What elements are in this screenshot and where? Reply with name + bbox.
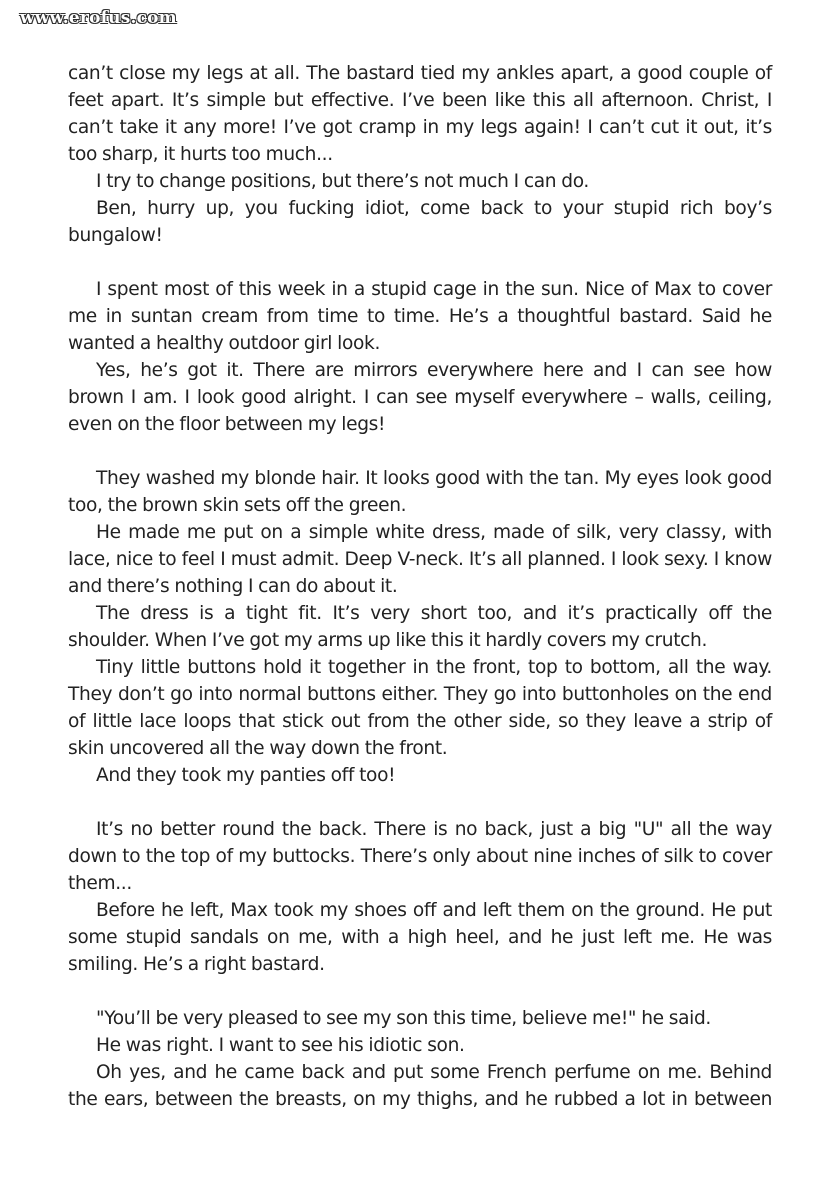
watermark-text: www.erofus.com [20, 8, 177, 28]
paragraph: Ben, hurry up, you fucking idiot, come back to your stupid rich boy’s bungalow! [68, 198, 772, 246]
paragraph: It’s no better round the back. There is no back, just a big "U" all the way down to the top of my buttocks. There’s only about nine inches of silk to cover them... [68, 819, 772, 894]
paragraph: Before he left, Max took my shoes off and left them on the ground. He put some stupid sandals on me, with a high heel, and he just left me. He was smiling. He’s a right bastard. [68, 900, 772, 975]
section-gap [68, 438, 772, 465]
paragraph: can’t close my legs at all. The bastard tied my ankles apart, a good couple of feet apart. It’s simple but effective. I’ve been like this all afternoon. Christ, I can’t take it any more! I’ve got cramp in my legs again! I can’t cut it out, it’s too sharp, it hurts too much... [68, 63, 772, 165]
paragraph: Yes, he’s got it. There are mirrors everywhere here and I can see how brown I am. I look good alright. I can see myself everywhere – walls, ceiling, even on the floor between my legs! [68, 360, 772, 435]
paragraph: Tiny little buttons hold it together in the front, top to bottom, all the way. They don’t go into normal buttons either. They go into buttonholes on the end of little lace loops that stick out from the other side, so they leave a strip of skin uncovered all the way down the front. [68, 657, 772, 759]
paragraph: He made me put on a simple white dress, made of silk, very classy, with lace, nice to feel I must admit. Deep V-neck. It’s all planned. I look sexy. I know and there’s nothing I can do about it. [68, 522, 772, 597]
paragraph: The dress is a tight fit. It’s very short too, and it’s practically off the shoulder. When I’ve got my arms up like this it hardly covers my crutch. [68, 603, 772, 651]
paragraph: He was right. I want to see his idiotic son. [96, 1035, 465, 1056]
paragraph: And they took my panties off too! [96, 765, 396, 786]
section-gap [68, 789, 772, 816]
paragraph: I try to change positions, but there’s not much I can do. [96, 171, 589, 192]
document-body [68, 60, 772, 1113]
section-gap [68, 978, 772, 1005]
paragraph: Oh yes, and he came back and put some French perfume on me. Behind the ears, between the breasts, on my thighs, and he rubbed a lot in between [68, 1062, 772, 1110]
section-gap [68, 249, 772, 276]
paragraph: I spent most of this week in a stupid cage in the sun. Nice of Max to cover me in suntan cream from time to time. He’s a thoughtful bastard. Said he wanted a healthy outdoor girl look. [68, 279, 772, 354]
paragraph: They washed my blonde hair. It looks good with the tan. My eyes look good too, the brown skin sets off the green. [68, 468, 772, 516]
paragraph: "You’ll be very pleased to see my son this time, believe me!" he said. [96, 1008, 711, 1029]
